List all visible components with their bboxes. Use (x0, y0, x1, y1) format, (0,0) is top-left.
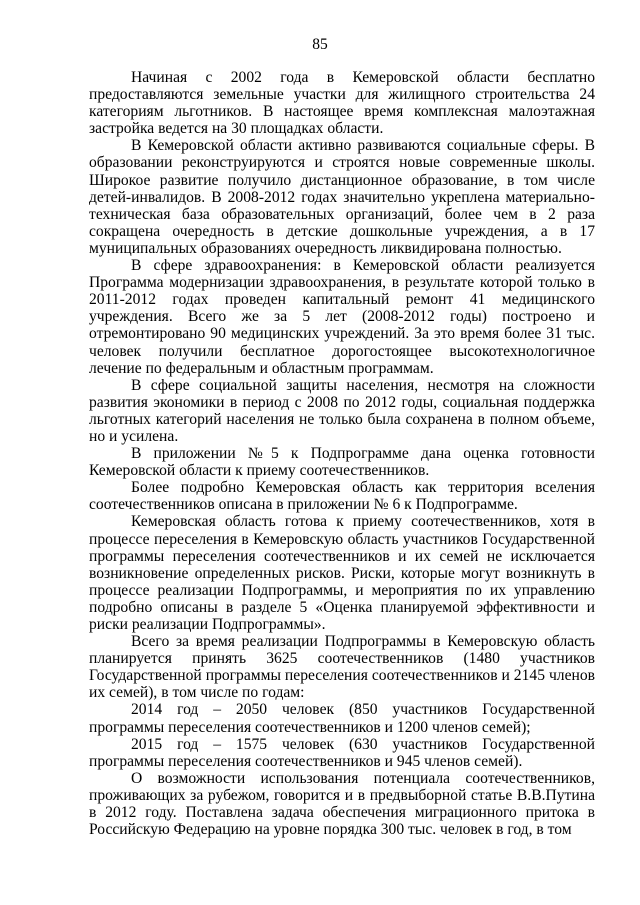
paragraph-year-2015: 2015 год – 1575 человек (630 участников Государственной программы переселения соотечественников и 945 членов семей). (89, 735, 595, 770)
page-number: 85 (312, 36, 328, 53)
paragraph-healthcare: В сфере здравоохранения: в Кемеровской области реализуется Программа модернизации здравоохранения, в результате которой только в 2011-2012 годах проведен капитальный ремонт 41 медицинского учреждения. Всего же за 5 лет (2008-2012 годы) построено и отремонтировано 90 медицинских учреждений. За это время более 31 тыс. человек получили бесплатное дорогостоящее высокотехнологичное лечение по федеральным и областным программам. (89, 257, 595, 377)
paragraph-appendix-5: В приложении №5 к Подпрограмме дана оценка готовности Кемеровской области к приему соотечественников. (89, 445, 595, 480)
paragraph-appendix-6: Более подробно Кемеровская область как территория вселения соотечественников описана в приложении № 6 к Подпрограмме. (89, 479, 595, 514)
body-text (89, 69, 595, 838)
paragraph-risks: Кемеровская область готова к приему соотечественников, хотя в процессе переселения в Кемеровскую область участников Государственной программы переселения соотечественников и их семей не исключается возникновение определенных рисков. Риски, которые могут возникнуть в процессе реализации Подпрограммы, и мероприятия по их управлению подробно описаны в разделе 5 «Оценка планируемой эффективности и риски реализации Подпрограммы». (89, 513, 595, 633)
paragraph-potential: О возможности использования потенциала соотечественников, проживающих за рубежом, говорится и в предвыборной статье В.В.Путина в 2012 году. Поставлена задача обеспечения миграционного притока в Российскую Федерацию на уровне порядка 300 тыс. человек в год, в том (89, 769, 595, 839)
paragraph-planned-total: Всего за время реализации Подпрограммы в Кемеровскую область планируется принять 3625 соотечественников (1480 участников Государственной программы переселения соотечественников и 2145 членов их семей), в том числе по годам: (89, 633, 595, 702)
paragraph-social-protection: В сфере социальной защиты населения, несмотря на сложности развития экономики в период с 2008 по 2012 годы, социальная поддержка льготных категорий населения не только была сохранена в полном объеме, но и усилена. (89, 376, 595, 445)
paragraph-year-2014: 2014 год – 2050 человек (850 участников Государственной программы переселения соотечественников и 1200 членов семей); (89, 701, 595, 736)
paragraph-land-plots: Начиная с 2002 года в Кемеровской области бесплатно предоставляются земельные участки для жилищного строительства 24 категориям льготников. В настоящее время комплексная малоэтажная застройка ведется на 30 площадках области. (89, 69, 595, 138)
paragraph-social-sphere: В Кемеровской области активно развиваются социальные сферы. В образовании реконструируются и строятся новые современные школы. Широкое развитие получило дистанционное образование, в том числе детей-инвалидов. В 2008-2012 годах значительно укреплена материально-техническая база образовательных организаций, более чем в 2 раза сокращена очередность в детские дошкольные учреждения, а в 17 муниципальных образованиях очередность ликвидирована полностью. (89, 137, 595, 257)
